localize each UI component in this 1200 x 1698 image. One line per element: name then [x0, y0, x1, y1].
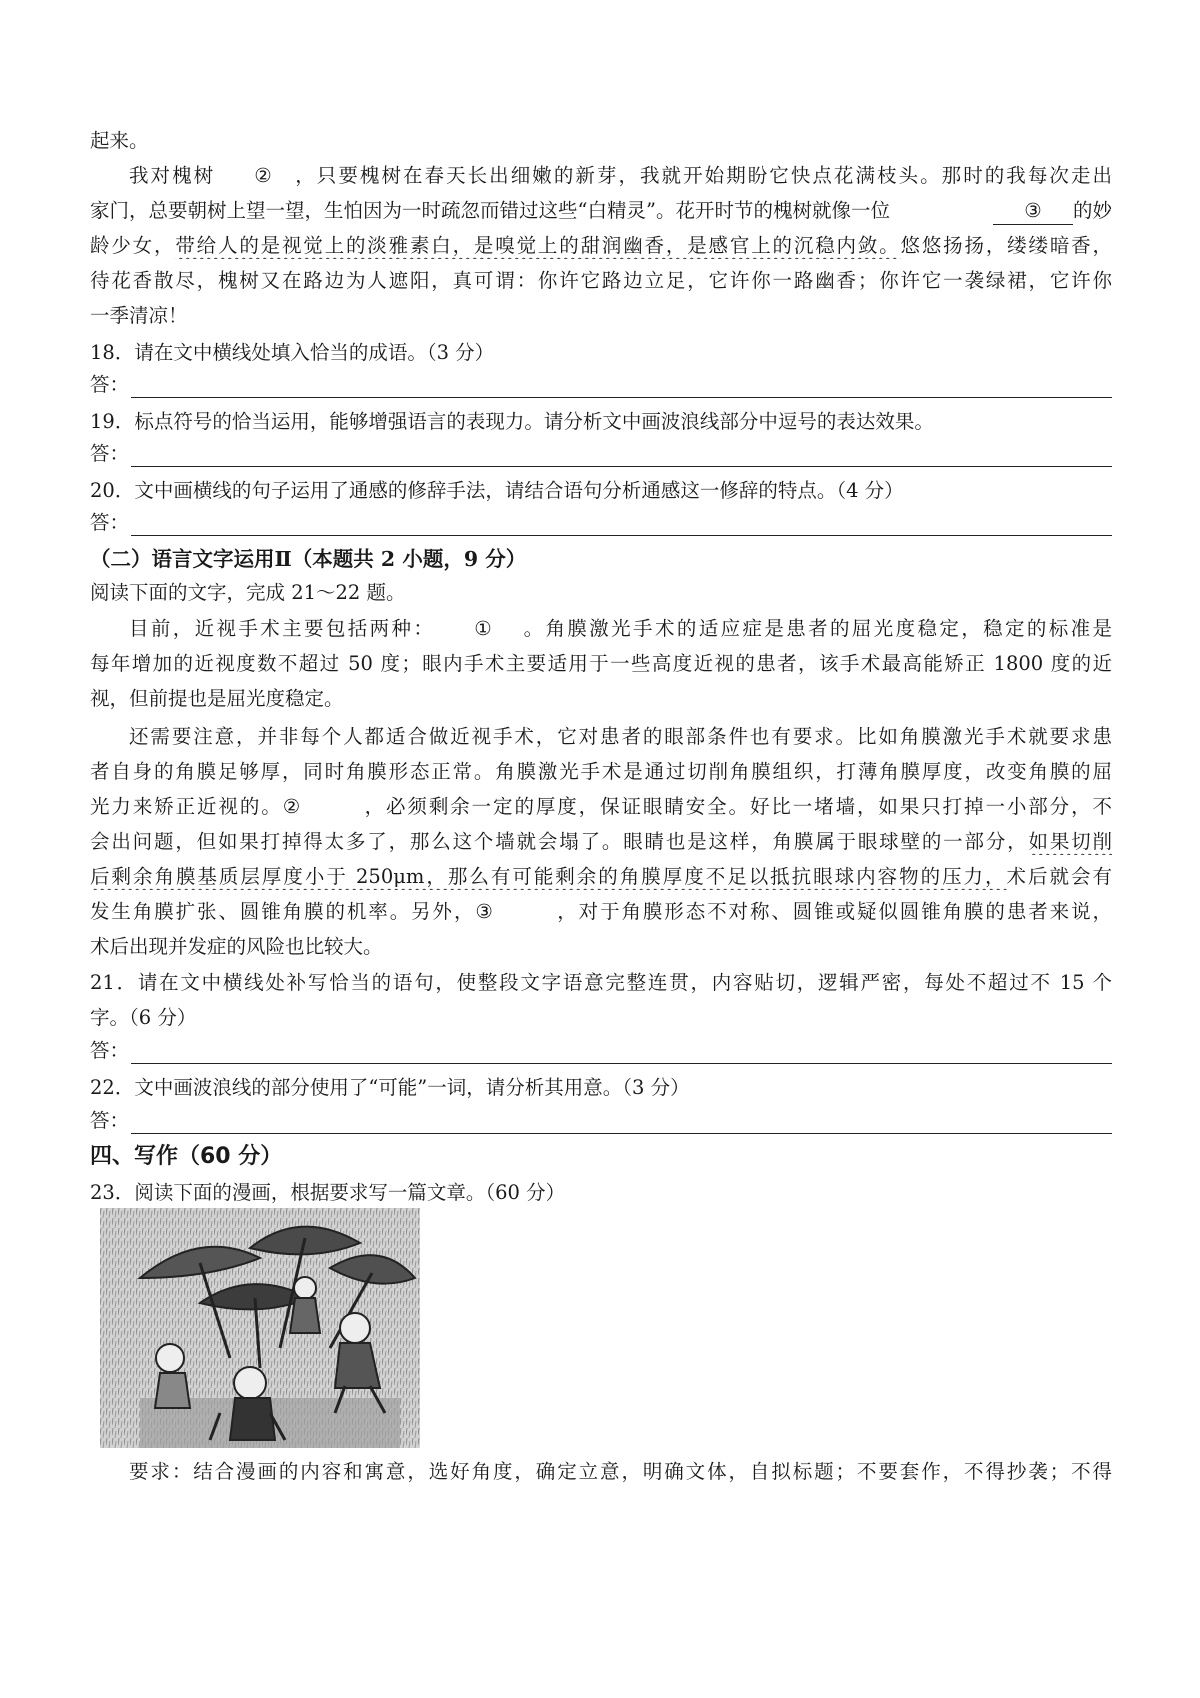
- passage2-p2-line4: [90, 829, 1112, 855]
- passage2-p2-line7: 术后出现并发症的风险也比较大。: [90, 935, 383, 958]
- answer-rule: [131, 446, 1112, 467]
- wavy-underlined-text: 如果切削: [1028, 830, 1112, 853]
- passage2-p1-line3: 视，但前提也是屈光度稳定。: [90, 687, 344, 710]
- blank-1: [435, 616, 521, 642]
- answer-label: 答：: [90, 373, 130, 396]
- passage2-p1-line2: 每年增加的近视度数不超过 50 度；眼内手术主要适用于一些高度近视的患者，该手术最高能矫正 1800 度的近: [90, 652, 1112, 675]
- blank-number: ③: [1024, 199, 1042, 222]
- answer-line-20[interactable]: [90, 510, 1112, 536]
- passage1-line1: [90, 163, 1112, 189]
- passage1-line2: [90, 198, 1112, 225]
- section2-heading: （二）语言文字运用Ⅱ（本题共 2 小题，9 分）: [90, 547, 527, 571]
- blank-3: [475, 899, 555, 925]
- answer-line-18[interactable]: [90, 372, 1112, 398]
- passage2-p2-line2: 者自身的角膜足够厚，同时角膜形态正常。角膜激光手术是通过切削角膜组织，打薄角膜厚度，改变角膜的屈: [90, 760, 1112, 783]
- answer-label: 答：: [90, 1109, 130, 1132]
- text-span: 的妙: [1072, 199, 1112, 222]
- blank-2: [283, 794, 363, 820]
- wavy-underlined-text: 后剩余角膜基质层厚度小于 250μm，那么有可能剩余的角膜厚度不足以抵抗眼球内容物的压力，: [90, 865, 1007, 888]
- section4-heading: 四、写作（60 分）: [90, 1144, 283, 1169]
- text-span: 我对槐树: [129, 164, 216, 187]
- answer-rule: [131, 1043, 1112, 1064]
- text-span: 悠悠扬扬，缕缕暗香，: [900, 234, 1112, 257]
- question-23: 23．阅读下面的漫画，根据要求写一篇文章。（60 分）: [90, 1181, 566, 1204]
- answer-label: 答：: [90, 1039, 130, 1062]
- text-span: 龄少女，: [90, 234, 176, 257]
- blank-number: ②: [282, 795, 301, 818]
- passage1-line0: 起来。: [90, 129, 149, 152]
- passage1-line5: 一季清凉！: [90, 304, 188, 327]
- passage1-line3: [90, 233, 1112, 259]
- blank-number: ③: [475, 900, 493, 923]
- text-span: ，对于角膜形态不对称、圆锥或疑似圆锥角膜的患者来说，: [555, 900, 1112, 923]
- blank-number: ②: [254, 164, 272, 187]
- text-span: 目前，近视手术主要包括两种：: [129, 617, 436, 640]
- text-span: ，必须剩余一定的厚度，保证眼睛安全。好比一堵墙，如果只打掉一小部分，不: [362, 795, 1112, 818]
- text-span: ，只要槐树在春天长出细嫩的新芽，我就开始期盼它快点花满枝头。那时的我每次走出: [293, 164, 1112, 187]
- passage2-p2-line6: [90, 899, 1112, 925]
- passage2-p1-line1: [90, 616, 1112, 642]
- passage1-line4: 待花香散尽，槐树又在路边为人遮阳，真可谓：你许它路边立足，它许你一路幽香；你许它一袭绿裙，它许你: [90, 269, 1112, 292]
- umbrella-cartoon-image: [100, 1208, 420, 1448]
- passage2-p2-line5: [90, 864, 1112, 890]
- question-22: 22．文中画波浪线的部分使用了“可能”一词，请分析其用意。（3 分）: [90, 1076, 690, 1099]
- passage2-p2-line3: [90, 794, 1112, 820]
- text-span: 发生角膜扩张、圆锥角膜的机率。另外，: [90, 900, 476, 923]
- text-span: 术后就会有: [1006, 865, 1112, 888]
- answer-rule: [131, 1113, 1112, 1134]
- answer-line-19[interactable]: [90, 441, 1112, 467]
- answer-line-21[interactable]: [90, 1038, 1112, 1064]
- answer-line-22[interactable]: [90, 1108, 1112, 1134]
- wavy-underlined-text: 带给人的是视觉上的淡雅素白，是嗅觉上的甜润幽香，是感官上的沉稳内敛。: [175, 234, 901, 257]
- answer-label: 答：: [90, 511, 130, 534]
- blank-3: [993, 198, 1073, 225]
- question-18: 18．请在文中横线处填入恰当的成语。（3 分）: [90, 341, 495, 364]
- text-span: 。角膜激光手术的适应症是患者的屈光度稳定，稳定的标准是: [521, 617, 1112, 640]
- blank-number: ①: [474, 617, 492, 640]
- answer-rule: [131, 377, 1112, 398]
- question-20: 20．文中画横线的句子运用了通感的修辞手法，请结合语句分析通感这一修辞的特点。（4 分）: [90, 479, 904, 502]
- text-span: 光力来矫正近视的。: [90, 795, 283, 818]
- writing-requirement: 要求：结合漫画的内容和寓意，选好角度，确定立意，明确文体，自拟标题；不要套作，不得抄袭；不得: [129, 1460, 1112, 1483]
- answer-label: 答：: [90, 442, 130, 465]
- question-21-line1: 21．请在文中横线处补写恰当的语句，使整段文字语意完整连贯，内容贴切，逻辑严密，每处不超过不 15 个: [90, 971, 1112, 994]
- question-21-line2: 字。（6 分）: [90, 1006, 197, 1029]
- answer-rule: [131, 515, 1112, 536]
- section2-intro: 阅读下面的文字，完成 21～22 题。: [90, 581, 406, 604]
- text-span: 家门，总要朝树上望一望，生怕因为一时疏忽而错过这些“白精灵”。花开时节的槐树就像一位: [90, 199, 890, 222]
- passage2-p2-line1: 还需要注意，并非每个人都适合做近视手术，它对患者的眼部条件也有要求。比如角膜激光手术就要求患: [129, 725, 1112, 748]
- text-span: 会出问题，但如果打掉得太多了，那么这个墙就会塌了。眼睛也是这样，角膜属于眼球壁的一部分，: [90, 830, 1029, 853]
- question-19: 19．标点符号的恰当运用，能够增强语言的表现力。请分析文中画波浪线部分中逗号的表达效果。: [90, 410, 934, 433]
- blank-2: [215, 163, 293, 189]
